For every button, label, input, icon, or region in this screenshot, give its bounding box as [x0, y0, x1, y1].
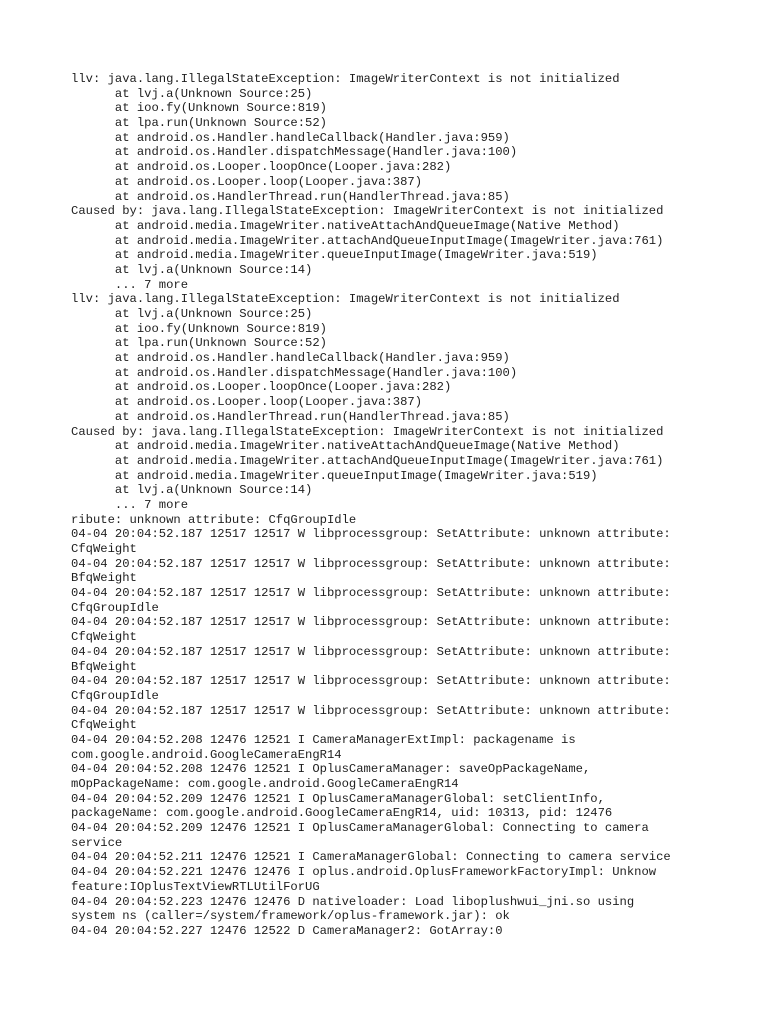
log-line: at android.media.ImageWriter.nativeAttachAndQueueImage(Native Method): [71, 218, 620, 233]
log-line: 04-04 20:04:52.187 12517 12517 W libprocessgroup: SetAttribute: unknown attribute:: [71, 644, 671, 659]
log-line: 04-04 20:04:52.223 12476 12476 D nativeloader: Load liboplushwui_jni.so using: [71, 894, 635, 909]
log-line: at android.os.Handler.dispatchMessage(Handler.java:100): [71, 365, 518, 380]
log-line: 04-04 20:04:52.208 12476 12521 I CameraManagerExtImpl: packagename is: [71, 732, 576, 747]
log-line: com.google.android.GoogleCameraEngR14: [71, 747, 342, 762]
log-line: at android.os.HandlerThread.run(HandlerThread.java:85): [71, 189, 510, 204]
log-line: system ns (caller=/system/framework/oplus-framework.jar): ok: [71, 909, 510, 924]
log-line: 04-04 20:04:52.187 12517 12517 W libprocessgroup: SetAttribute: unknown attribute:: [71, 586, 671, 601]
log-line: ... 7 more: [71, 277, 189, 292]
log-line: at android.media.ImageWriter.attachAndQueueInputImage(ImageWriter.java:761): [71, 453, 664, 468]
log-line: CfqWeight: [71, 718, 137, 733]
log-line: 04-04 20:04:52.208 12476 12521 I OplusCameraManager: saveOpPackageName,: [71, 762, 591, 777]
log-line: 04-04 20:04:52.187 12517 12517 W libprocessgroup: SetAttribute: unknown attribute:: [71, 674, 671, 689]
log-line: 04-04 20:04:52.227 12476 12522 D CameraManager2: GotArray:0: [71, 923, 503, 938]
log-line: mOpPackageName: com.google.android.GoogleCameraEngR14: [71, 777, 459, 791]
log-line: at lpa.run(Unknown Source:52): [71, 116, 327, 131]
log-line: llv: java.lang.IllegalStateException: ImageWriterContext is not initialized: [71, 292, 620, 307]
log-line: 04-04 20:04:52.209 12476 12521 I OplusCameraManagerGlobal: setClientInfo,: [71, 791, 605, 806]
log-line: Caused by: java.lang.IllegalStateException: ImageWriterContext is not initialized: [71, 424, 664, 439]
log-line: 04-04 20:04:52.187 12517 12517 W libprocessgroup: SetAttribute: unknown attribute:: [71, 556, 671, 571]
log-line: at lvj.a(Unknown Source:25): [71, 307, 313, 321]
log-line: 04-04 20:04:52.187 12517 12517 W libprocessgroup: SetAttribute: unknown attribute:: [71, 527, 671, 542]
log-line: at android.os.HandlerThread.run(HandlerThread.java:85): [71, 409, 510, 424]
log-line: at android.media.ImageWriter.attachAndQueueInputImage(ImageWriter.java:761): [71, 233, 664, 248]
log-line: Caused by: java.lang.IllegalStateException: ImageWriterContext is not initialized: [71, 204, 664, 219]
log-line: CfqGroupIdle: [71, 600, 159, 615]
log-line: 04-04 20:04:52.187 12517 12517 W libprocessgroup: SetAttribute: unknown attribute:: [71, 703, 671, 718]
log-line: at lvj.a(Unknown Source:25): [71, 86, 313, 101]
log-line: at lvj.a(Unknown Source:14): [71, 483, 313, 498]
log-line: at android.os.Handler.handleCallback(Handler.java:959): [71, 351, 510, 366]
log-text-block: [71, 72, 731, 939]
log-line: at android.os.Looper.loop(Looper.java:387): [71, 174, 423, 189]
log-line: at android.os.Handler.handleCallback(Handler.java:959): [71, 130, 510, 145]
log-line: BfqWeight: [71, 571, 137, 586]
log-line: at android.media.ImageWriter.queueInputImage(ImageWriter.java:519): [71, 248, 598, 263]
log-line: ... 7 more: [71, 497, 189, 512]
log-line: BfqWeight: [71, 659, 137, 674]
log-line: llv: java.lang.IllegalStateException: ImageWriterContext is not initialized: [71, 72, 620, 86]
log-line: CfqGroupIdle: [71, 688, 159, 703]
log-line: at lvj.a(Unknown Source:14): [71, 262, 313, 277]
log-line: at android.media.ImageWriter.queueInputImage(ImageWriter.java:519): [71, 468, 598, 483]
log-line: at android.os.Handler.dispatchMessage(Handler.java:100): [71, 145, 518, 160]
log-line: 04-04 20:04:52.221 12476 12476 I oplus.android.OplusFrameworkFactoryImpl: Unknow: [71, 865, 657, 880]
log-line: at lpa.run(Unknown Source:52): [71, 336, 327, 351]
log-line: feature:IOplusTextViewRTLUtilForUG: [71, 879, 320, 894]
log-line: at android.os.Looper.loopOnce(Looper.java:282): [71, 160, 452, 175]
log-line: CfqWeight: [71, 542, 137, 556]
log-line: at android.os.Looper.loopOnce(Looper.java:282): [71, 380, 452, 395]
log-line: service: [71, 835, 123, 850]
log-line: packageName: com.google.android.GoogleCameraEngR14, uid: 10313, pid: 12476: [71, 806, 613, 821]
log-line: 04-04 20:04:52.187 12517 12517 W libprocessgroup: SetAttribute: unknown attribute:: [71, 615, 671, 630]
log-line: at ioo.fy(Unknown Source:819): [71, 101, 327, 116]
log-line: CfqWeight: [71, 630, 137, 645]
log-line: at ioo.fy(Unknown Source:819): [71, 321, 327, 336]
log-line: ribute: unknown attribute: CfqGroupIdle: [71, 512, 357, 527]
log-line: 04-04 20:04:52.211 12476 12521 I CameraManagerGlobal: Connecting to camera service: [71, 850, 671, 865]
log-line: at android.os.Looper.loop(Looper.java:387): [71, 395, 423, 410]
log-line: 04-04 20:04:52.209 12476 12521 I OplusCameraManagerGlobal: Connecting to camera: [71, 821, 649, 836]
log-line: at android.media.ImageWriter.nativeAttachAndQueueImage(Native Method): [71, 439, 620, 454]
